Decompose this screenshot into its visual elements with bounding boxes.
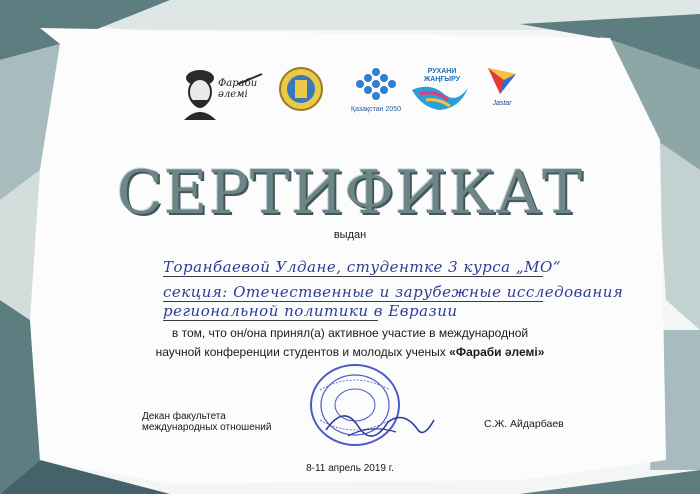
section-line: секция: Отечественные и зарубежные исследования <box>163 283 624 301</box>
section-continuation: региональной политики в Евразии <box>163 302 458 320</box>
farabi-logo <box>178 64 270 120</box>
farabi-logo-text: Фараби әлемі <box>218 78 258 100</box>
kazakhstan-2050-caption: Қазақстан 2050 <box>351 106 401 113</box>
jastar-caption: Jastar <box>492 100 512 107</box>
participation-text-1: в том, что он/она принял(а) активное участие в международной <box>171 326 529 340</box>
certificate-date: 8-11 апрель 2019 г. <box>306 463 394 474</box>
participation-text-2-main: научной конференции студентов и молодых ученых <box>155 345 446 359</box>
logo-strip <box>178 64 518 120</box>
participation-text-2 <box>0 345 700 359</box>
issued-label: выдан <box>333 229 367 241</box>
rukhani-zhangyru-logo <box>410 64 470 120</box>
certificate-title: СЕРТИФИКАТ <box>116 158 584 228</box>
dean-line-1: Декан факультета <box>142 411 226 422</box>
kazakhstan-2050-logo <box>344 64 408 120</box>
rukhani-zhangyru-caption: РУХАНИ ЖАҢҒЫРУ <box>423 68 461 83</box>
recipient-name: Торанбаевой Улдане, студентке 3 курса „МО“ <box>163 258 561 276</box>
signer-name: С.Ж. Айдарбаев <box>484 418 564 430</box>
continuation-underline <box>163 320 378 321</box>
name-underline <box>163 276 543 277</box>
jastar-logo <box>482 64 522 120</box>
conference-name: «Фараби әлемі» <box>449 345 545 359</box>
dean-line-2: международных отношений <box>142 422 272 433</box>
dean-signature <box>318 400 438 444</box>
university-emblem <box>278 64 324 120</box>
dean-title <box>142 411 302 433</box>
